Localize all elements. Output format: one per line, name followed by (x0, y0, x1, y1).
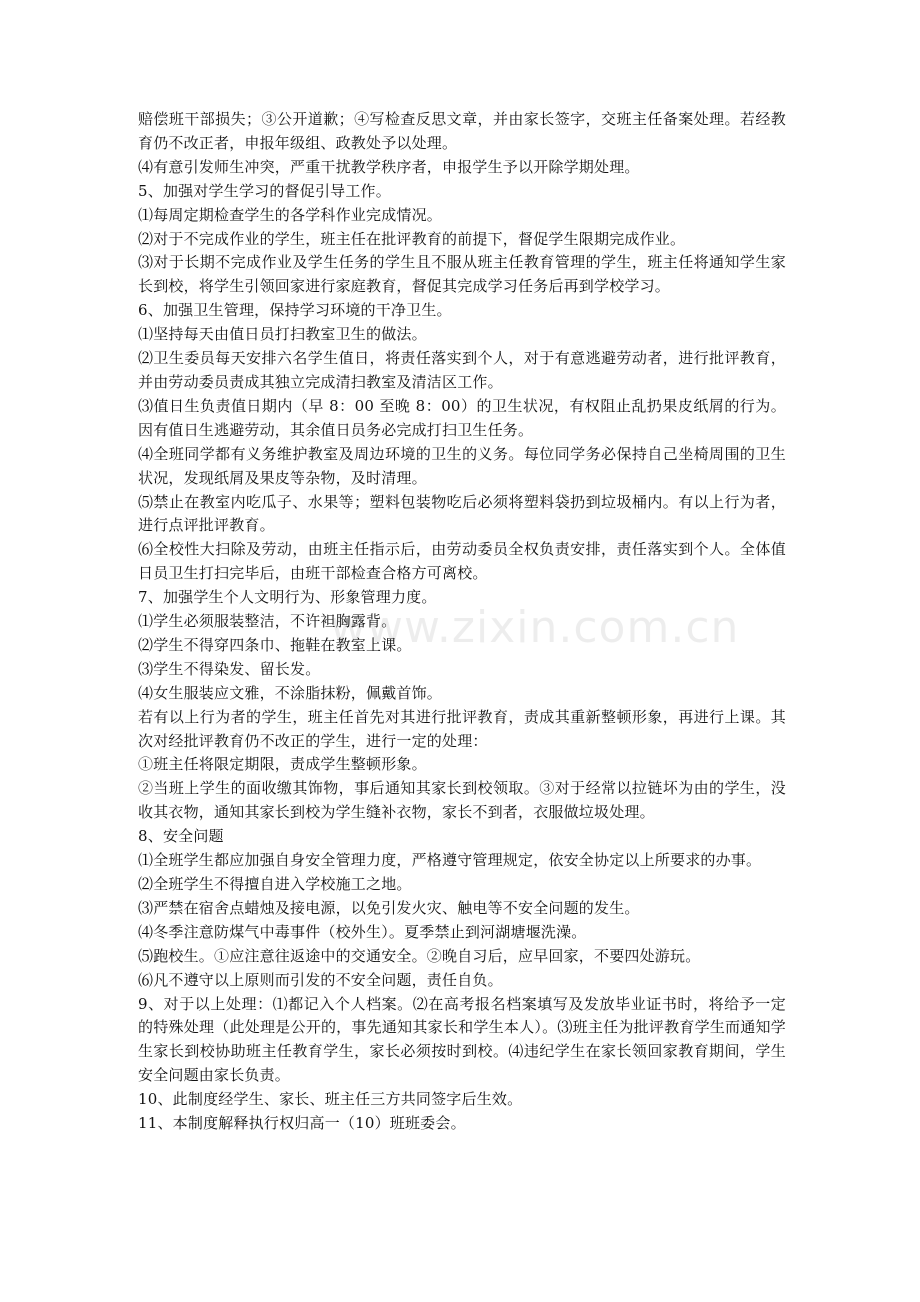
section-heading: 5、加强对学生学习的督促引导工作。 (138, 181, 391, 200)
paragraph-item: ⑶对于长期不完成作业及学生任务的学生且不服从班主任教育管理的学生，班主任将通知学生家长到校，将学生引领回家进行家庭教育，督促其完成学习任务后再到学校学习。 (138, 253, 786, 296)
paragraph-continuation: 赔偿班干部损失；③公开道歉；④写检查反思文章，并由家长签字，交班主任备案处理。若经教育仍不改正者，申报年级组、政教处予以处理。 (138, 110, 786, 152)
paragraph-item: ⑷有意引发师生冲突，严重干扰教学秩序者，申报学生予以开除学期处理。 (138, 157, 640, 176)
paragraph-item: ⑴每周定期检查学生的各学科作业完成情况。 (138, 205, 443, 224)
section-heading: 10、此制度经学生、家长、班主任三方共同签字后生效。 (138, 1090, 523, 1109)
paragraph-item: ⑸禁止在教室内吃瓜子、水果等；塑料包装物吃后必须将塑料袋扔到垃圾桶内。有以上行为者，进行点评批评教育。 (138, 492, 786, 535)
paragraph-item: ⑶值日生负责值日期内（早 8：00 至晚 8：00）的卫生状况，有权阻止乱扔果皮纸屑的行为。因有值日生逃避劳动，其余值日员务必完成打扫卫生任务。 (138, 396, 786, 439)
paragraph-item: ⑵全班学生不得擅自进入学校施工之地。 (138, 875, 412, 893)
paragraph-item: ①班主任将限定期限，责成学生整顿形象。 (138, 755, 427, 774)
paragraph-item: ⑵卫生委员每天安排六名学生值日，将责任落实到个人，对于有意逃避劳动者，进行批评教育，并由劳动委员责成其独立完成清扫教室及清洁区工作。 (138, 349, 786, 391)
paragraph-item: ⑷冬季注意防煤气中毒事件（校外生）。夏季禁止到河湖塘堰洗澡。 (138, 922, 587, 941)
paragraph-item: ⑴坚持每天由值日员打扫教室卫生的做法。 (138, 325, 427, 344)
paragraph-text: 若有以上行为者的学生，班主任首先对其进行批评教育，责成其重新整顿形象，再进行上课。其次对经批评教育仍不改正的学生，进行一定的处理： (138, 707, 786, 750)
paragraph-item: ⑷全班同学都有义务维护教室及周边环境的卫生的义务。每位同学务必保持自己坐椅周围的卫生状况，发现纸屑及果皮等杂物，及时清理。 (138, 444, 786, 487)
paragraph-item: ⑴全班学生都应加强自身安全管理力度，严格遵守管理规定，依安全协定以上所要求的办事。 (138, 851, 762, 870)
paragraph-item: ⑴学生必须服装整洁，不许袒胸露背。 (138, 612, 397, 631)
document-body (138, 108, 786, 1136)
paragraph-item: ⑹凡不遵守以上原则而引发的不安全问题，责任自负。 (138, 970, 503, 989)
section-heading: 11、本制度解释执行权归高一（10）班班委会。 (138, 1114, 466, 1133)
paragraph-item: ⑵对于不完成作业的学生，班主任在批评教育的前提下，督促学生限期完成作业。 (138, 229, 686, 248)
section-heading: 6、加强卫生管理，保持学习环境的干净卫生。 (138, 301, 452, 320)
paragraph-item: ⑶学生不得染发、留长发。 (138, 659, 321, 678)
paragraph-item: ⑶严禁在宿舍点蜡烛及接电源，以免引发火灾、触电等不安全问题的发生。 (138, 898, 640, 917)
paragraph-item: ⑷女生服装应文雅，不涂脂抹粉，佩戴首饰。 (138, 683, 443, 702)
paragraph-item: ②当班上学生的面收缴其饰物，事后通知其家长到校领取。③对于经常以拉链坏为由的学生，没收其衣物，通知其家长到校为学生缝补衣物，家长不到者，衣服做垃圾处理。 (138, 779, 786, 822)
section-heading: 7、加强学生个人文明行为、形象管理力度。 (138, 588, 437, 607)
section-heading: 9、对于以上处理：⑴都记入个人档案。⑵在高考报名档案填写及发放毕业证书时，将给予一定的特殊处理（此处理是公开的，事先通知其家长和学生本人）。⑶班主任为批评教育学生而通知学生家长到校协助班主任教育学生，家长必须按时到校。⑷违纪学生在家长领回家教育期间，学生安全问题由家长负责。 (138, 994, 786, 1085)
watermark: www.zixin.com.cn (330, 602, 740, 653)
paragraph-item: ⑵学生不得穿四条巾、拖鞋在教室上课。 (138, 635, 412, 654)
paragraph-item: ⑸跑校生。①应注意往返途中的交通安全。②晚自习后，应早回家，不要四处游玩。 (138, 946, 701, 965)
paragraph-item: ⑹全校性大扫除及劳动，由班主任指示后，由劳动委员全权负责安排，责任落实到个人。全体值日员卫生打扫完毕后，由班干部检查合格方可离校。 (138, 540, 786, 583)
section-heading: 8、安全问题 (138, 827, 224, 846)
